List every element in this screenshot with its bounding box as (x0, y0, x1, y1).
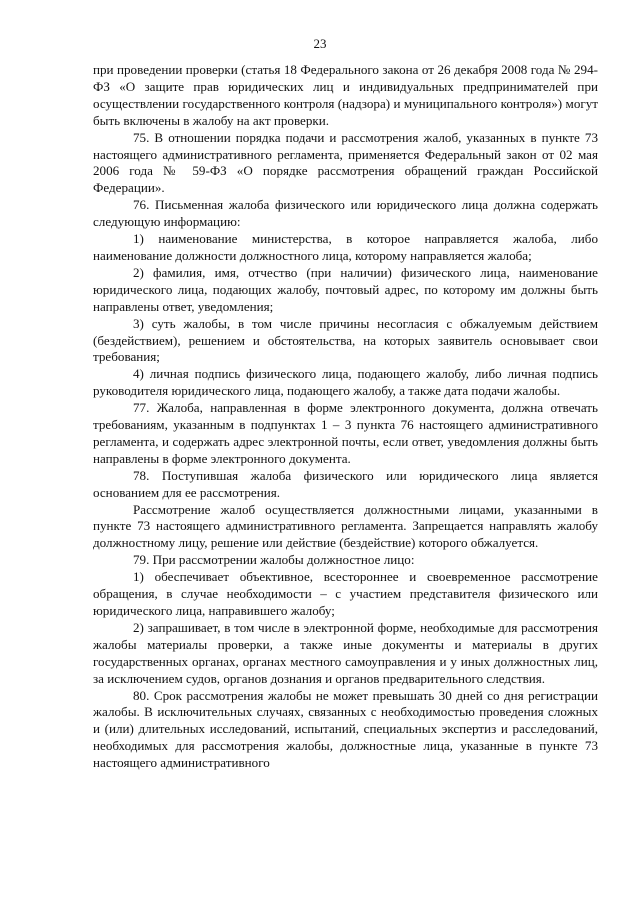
paragraph-continuation: при проведении проверки (статья 18 Федерального закона от 26 декабря 2008 года № 294-ФЗ «О защите прав юридических лиц и индивидуальных предпринимателей при осуществлении государственного контроля (надзора) и муниципального контроля») могут быть включены в жалобу на акт проверки. (93, 62, 598, 128)
paragraph-78: 78. Поступившая жалоба физического или юридического лица является основанием для ее рассмотрения. (93, 467, 598, 500)
paragraph-76: 76. Письменная жалоба физического или юридического лица должна содержать следующую информацию: (93, 197, 598, 230)
paragraph-79-item-2: 2) запрашивает, в том числе в электронной форме, необходимые для рассмотрения жалобы материалы проверки, а также иные документы и материалы в других государственных органах, органах местного самоуправления и у иных должностных лиц, за исключением судов, органов дознания и органов предварительного следствия. (93, 619, 598, 686)
paragraph-79: 79. При рассмотрении жалобы должностное лицо: (133, 552, 415, 568)
paragraph-75: 75. В отношении порядка подачи и рассмотрения жалоб, указанных в пункте 73 настоящего административного регламента, применяется Федеральный закон от 02 мая 2006 года № 59-ФЗ «О порядке рассмотрения обращений граждан Российской Федерации». (93, 129, 598, 196)
paragraph-79-item-1: 1) обеспечивает объективное, всестороннее и своевременное рассмотрение обращения, в случае необходимости – с участием представителя физического или юридического лица, направившего жалобу; (93, 569, 598, 618)
paragraph-76-item-4: 4) личная подпись физического лица, подающего жалобу, либо личная подпись руководителя юридического лица, подающего жалобу, а также дата подачи жалобы. (93, 366, 598, 399)
paragraph-76-item-1: 1) наименование министерства, в которое направляется жалоба, либо наименование должности должностного лица, которому направляется жалоба; (93, 231, 598, 263)
paragraph-78-continuation: Рассмотрение жалоб осуществляется должностными лицами, указанными в пункте 73 настоящего административного регламента. Запрещается направлять жалобу должностному лицу, решение или действие (бездействие) которого обжалуется. (93, 501, 598, 551)
paragraph-80: 80. Срок рассмотрения жалобы не может превышать 30 дней со дня регистрации жалобы. В исключительных случаях, связанных с необходимостью проведения сложных и (или) длительных исследований, испытаний, специальных экспертиз и расследований, необходимых для рассмотрения жалобы, должностные лица, указанные в пункте 73 настоящего административного (93, 687, 598, 771)
document-body (93, 62, 598, 772)
paragraph-76-item-2: 2) фамилия, имя, отчество (при наличии) физического лица, наименование юридического лица, подающих жалобу, почтовый адрес, по которому им должны быть направлены ответ, уведомления; (93, 264, 598, 314)
paragraph-76-item-3: 3) суть жалобы, в том числе причины несогласия с обжалуемым действием (бездействием), решением и обстоятельства, на которых заявитель основывает свои требования; (93, 315, 598, 365)
paragraph-77: 77. Жалоба, направленная в форме электронного документа, должна отвечать требованиям, указанным в подпунктах 1 – 3 пункта 76 настоящего административного регламента, и содержать адрес электронной почты, если ответ, уведомления должны быть направлены в форме электронного документа. (93, 400, 598, 466)
page-number: 23 (313, 36, 327, 51)
